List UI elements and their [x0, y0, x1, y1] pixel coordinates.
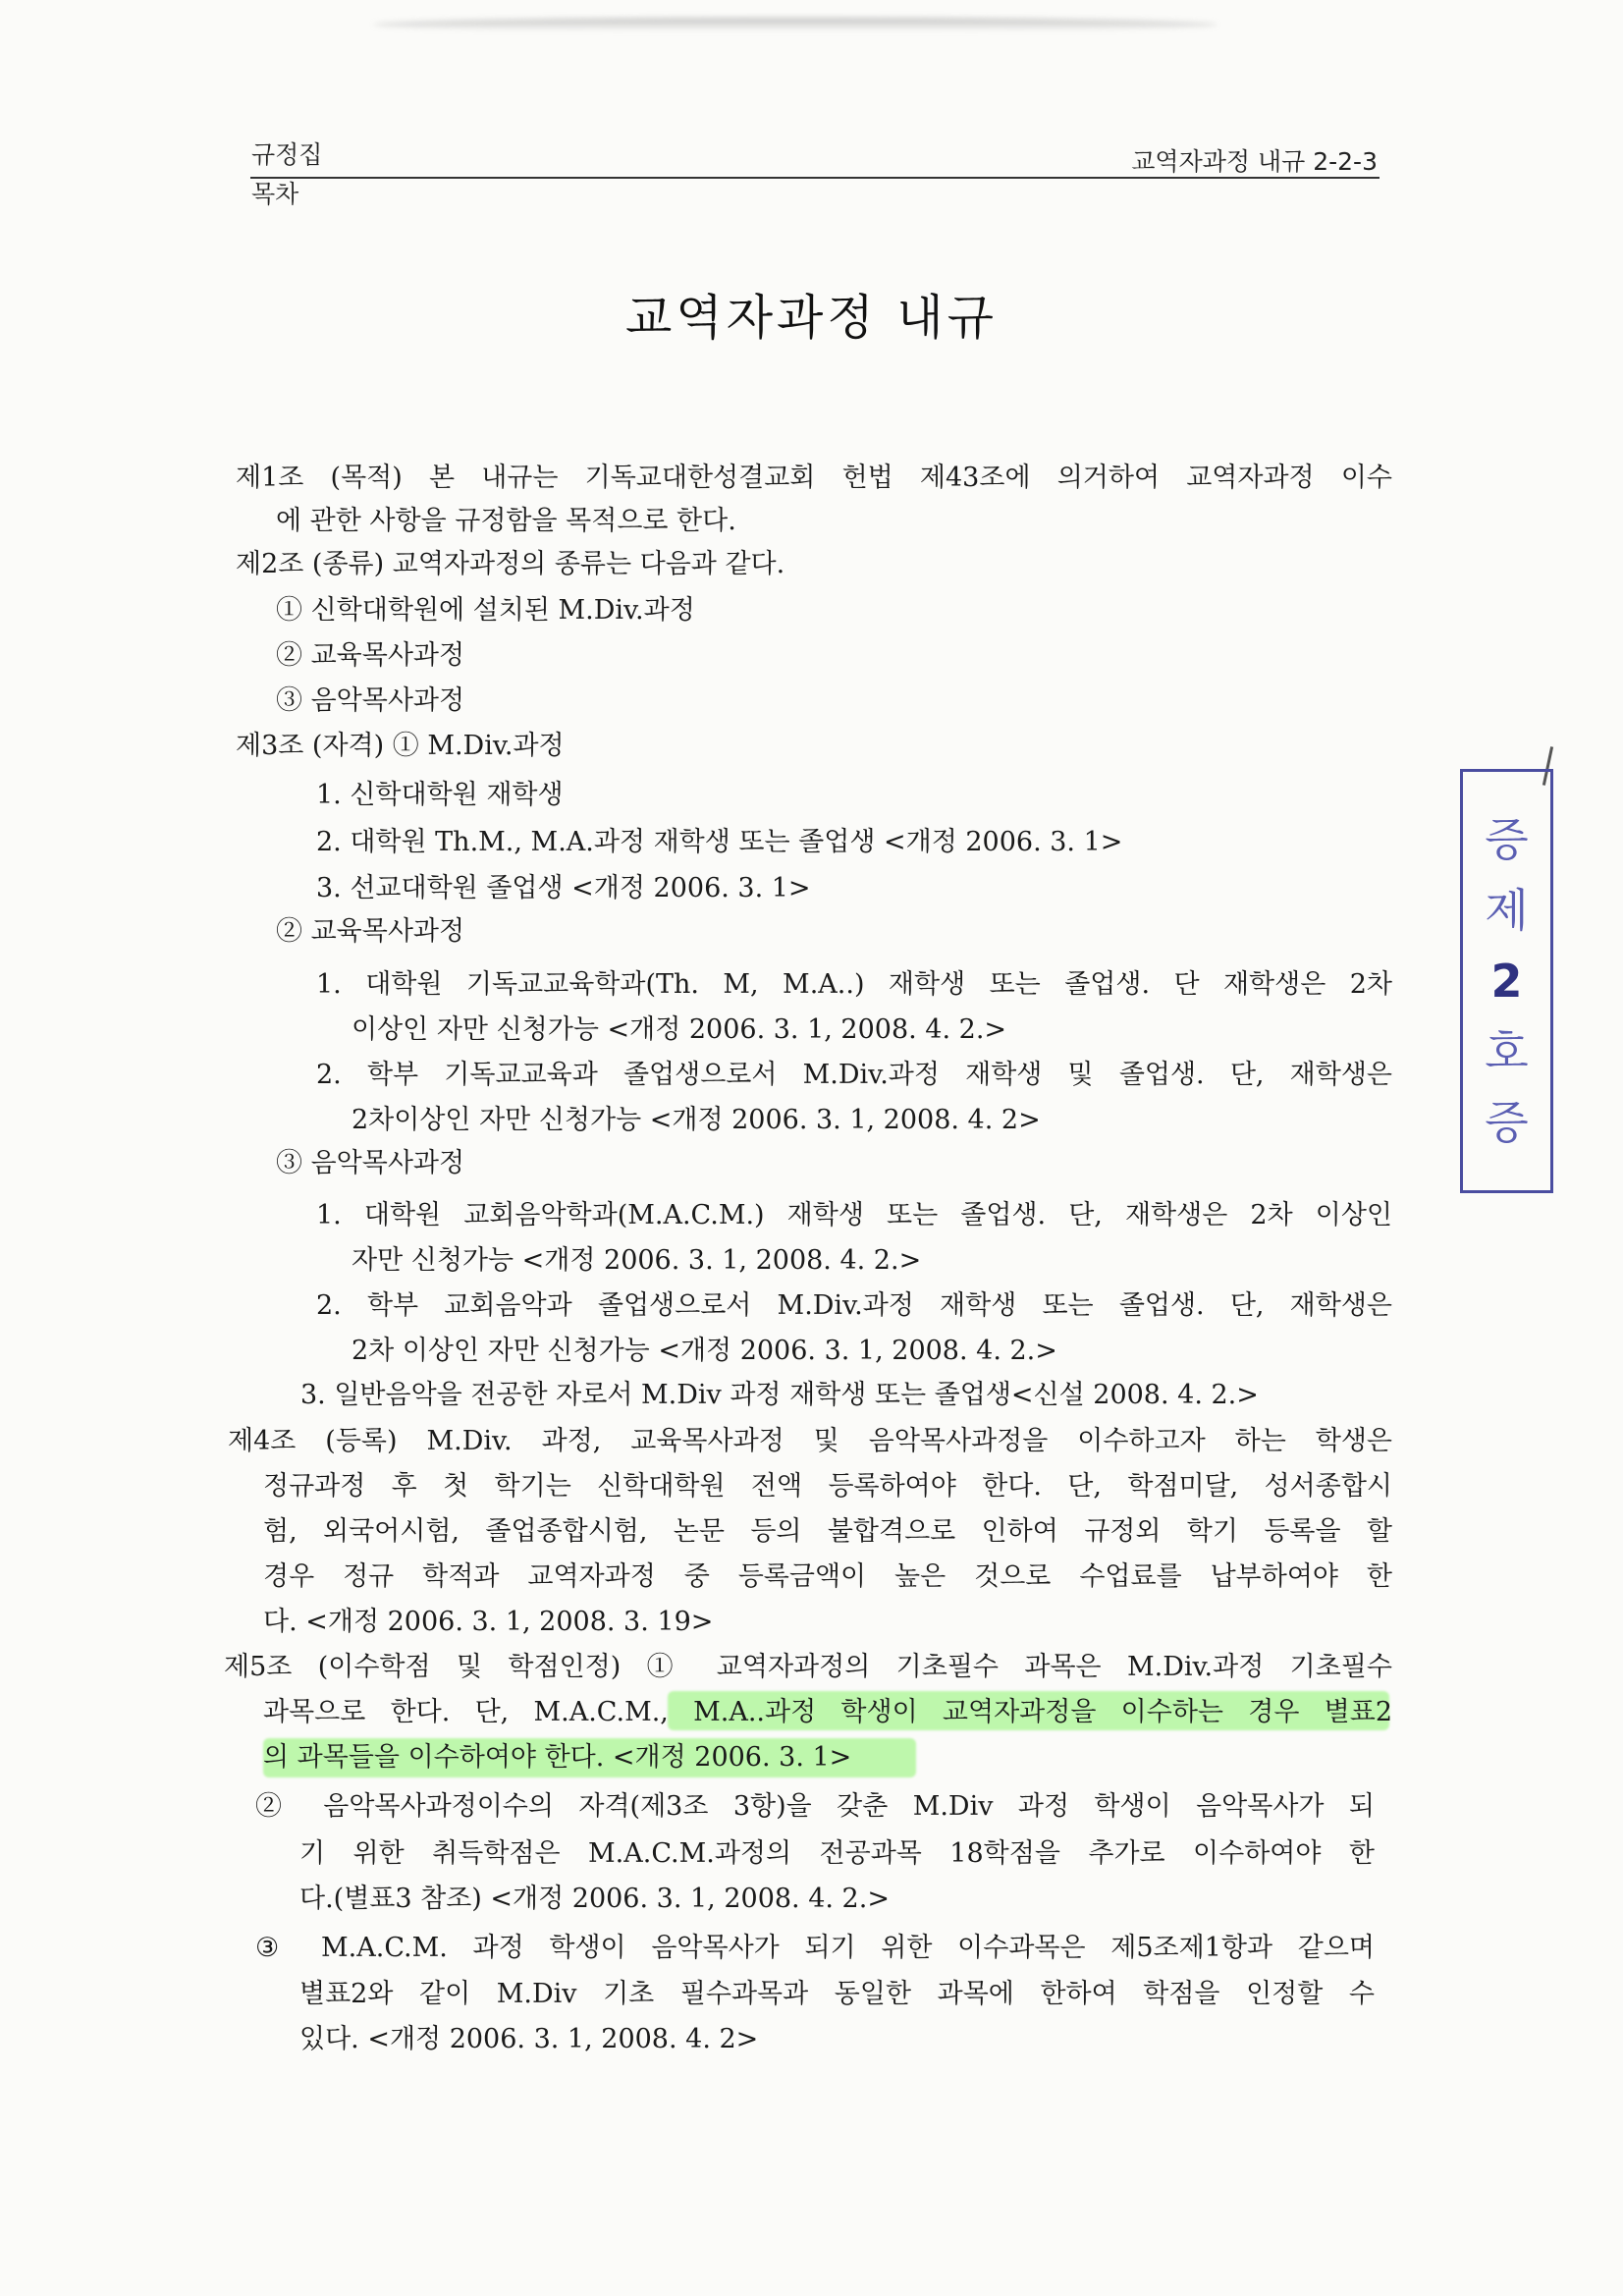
header-right: 교역자과정 내규 2-2-3	[1131, 147, 1378, 176]
article-3-2-item-2-line-2: 2차이상인 자만 신청가능 <개정 2006. 3. 1, 2008. 4. 2>	[352, 1105, 1041, 1135]
article-5-3-line-2: 별표2와 같이 M.Div 기초 필수과목과 동일한 과목에 한하여 학점을 인정할 수	[299, 1979, 1375, 2009]
article-3-3-item-1-line-2: 자만 신청가능 <개정 2006. 3. 1, 2008. 4. 2.>	[352, 1245, 922, 1276]
article-3-3-item-2-line-1: 2. 학부 교회음악과 졸업생으로서 M.Div.과정 재학생 또는 졸업생. 단, 재학생은	[316, 1290, 1392, 1321]
scan-shadow	[373, 18, 1217, 31]
article-3-3-item-3: 3. 일반음악을 전공한 자로서 M.Div 과정 재학생 또는 졸업생<신설 2008. 4. 2.>	[300, 1380, 1259, 1410]
article-4-line-1: 제4조 (등록) M.Div. 과정, 교육목사과정 및 음악목사과정을 이수하고자 하는 학생은	[228, 1426, 1392, 1456]
article-1-line-2: 에 관한 사항을 규정함을 목적으로 한다.	[276, 506, 736, 536]
header-left-bottom: 목차	[251, 180, 299, 208]
article-3-2-item-1-line-1: 1. 대학원 기독교교육학과(Th. M, M.A..) 재학생 또는 졸업생. 단 재학생은 2차	[316, 969, 1392, 1000]
article-4-line-4: 경우 정규 학적과 교역자과정 중 등록금액이 높은 것으로 수업료를 납부하여야 한	[263, 1561, 1392, 1592]
stamp-char: 증	[1485, 813, 1529, 866]
article-5-2-line-1: ② 음악목사과정이수의 자격(제3조 3항)을 갖춘 M.Div 과정 학생이 음악목사가 되	[255, 1791, 1375, 1822]
article-5-3-line-3: 있다. <개정 2006. 3. 1, 2008. 4. 2>	[299, 2024, 759, 2054]
article-4-line-3: 험, 외국어시험, 졸업종합시험, 논문 등의 불합격으로 인하여 규정외 학기 등록을 할	[263, 1516, 1392, 1547]
stamp-number: 2	[1490, 955, 1523, 1008]
official-stamp	[1460, 769, 1553, 1193]
article-3-3-item-1-line-1: 1. 대학원 교회음악학과(M.A.C.M.) 재학생 또는 졸업생. 단, 재학생은 2차 이상인	[316, 1200, 1392, 1230]
article-5-line-1: 제5조 (이수학점 및 학점인정) ① 교역자과정의 기초필수 과목은 M.Div.과정 기초필수	[224, 1652, 1392, 1682]
article-3-heading: 제3조 (자격) ① M.Div.과정	[236, 731, 565, 761]
stamp-char: 증	[1485, 1096, 1529, 1149]
document-title: 교역자과정 내규	[625, 290, 998, 346]
article-3-1-item-1: 1. 신학대학원 재학생	[316, 780, 564, 810]
article-4-line-2: 정규과정 후 첫 학기는 신학대학원 전액 등록하여야 한다. 단, 학점미달, 성서종합시	[263, 1471, 1392, 1502]
article-1-line-1: 제1조 (목적) 본 내규는 기독교대한성결교회 헌법 제43조에 의거하여 교역자과정 이수	[236, 463, 1392, 493]
article-5-line-2: 과목으로 한다. 단, M.A.C.M., M.A..과정 학생이 교역자과정을 이수하는 경우 별표2	[263, 1697, 1392, 1727]
article-2-item-1: ① 신학대학원에 설치된 M.Div.과정	[276, 595, 695, 626]
header-left-top: 규정집	[251, 140, 323, 169]
article-5-3-line-1: ③ M.A.C.M. 과정 학생이 음악목사가 되기 위한 이수과목은 제5조제1항과 같으며	[255, 1933, 1375, 1963]
article-2-heading: 제2조 (종류) 교역자과정의 종류는 다음과 같다.	[236, 549, 785, 579]
article-3-3-item-2-line-2: 2차 이상인 자만 신청가능 <개정 2006. 3. 1, 2008. 4. 2.>	[352, 1336, 1057, 1366]
article-3-3-heading: ③ 음악목사과정	[276, 1148, 465, 1178]
article-5-2-line-3: 다.(별표3 참조) <개정 2006. 3. 1, 2008. 4. 2.>	[299, 1884, 890, 1914]
article-2-item-3: ③ 음악목사과정	[276, 685, 465, 716]
stamp-char: 제	[1485, 884, 1529, 937]
article-5-2-line-2: 기 위한 취득학점은 M.A.C.M.과정의 전공과목 18학점을 추가로 이수하여야 한	[299, 1838, 1375, 1869]
article-3-1-item-2: 2. 대학원 Th.M., M.A.과정 재학생 또는 졸업생 <개정 2006. 3. 1>	[316, 827, 1123, 857]
article-4-line-5: 다. <개정 2006. 3. 1, 2008. 3. 19>	[263, 1607, 714, 1637]
stamp-char: 호	[1485, 1025, 1529, 1078]
article-3-2-item-2-line-1: 2. 학부 기독교교육과 졸업생으로서 M.Div.과정 재학생 및 졸업생. 단, 재학생은	[316, 1060, 1392, 1090]
article-3-2-item-1-line-2: 이상인 자만 신청가능 <개정 2006. 3. 1, 2008. 4. 2.>	[352, 1014, 1007, 1045]
article-5-line-3: 의 과목들을 이수하여야 한다. <개정 2006. 3. 1>	[263, 1742, 852, 1773]
article-3-2-heading: ② 교육목사과정	[276, 916, 465, 947]
article-3-1-item-3: 3. 선교대학원 졸업생 <개정 2006. 3. 1>	[316, 873, 811, 903]
header-rule	[250, 177, 1380, 179]
article-2-item-2: ② 교육목사과정	[276, 640, 465, 671]
